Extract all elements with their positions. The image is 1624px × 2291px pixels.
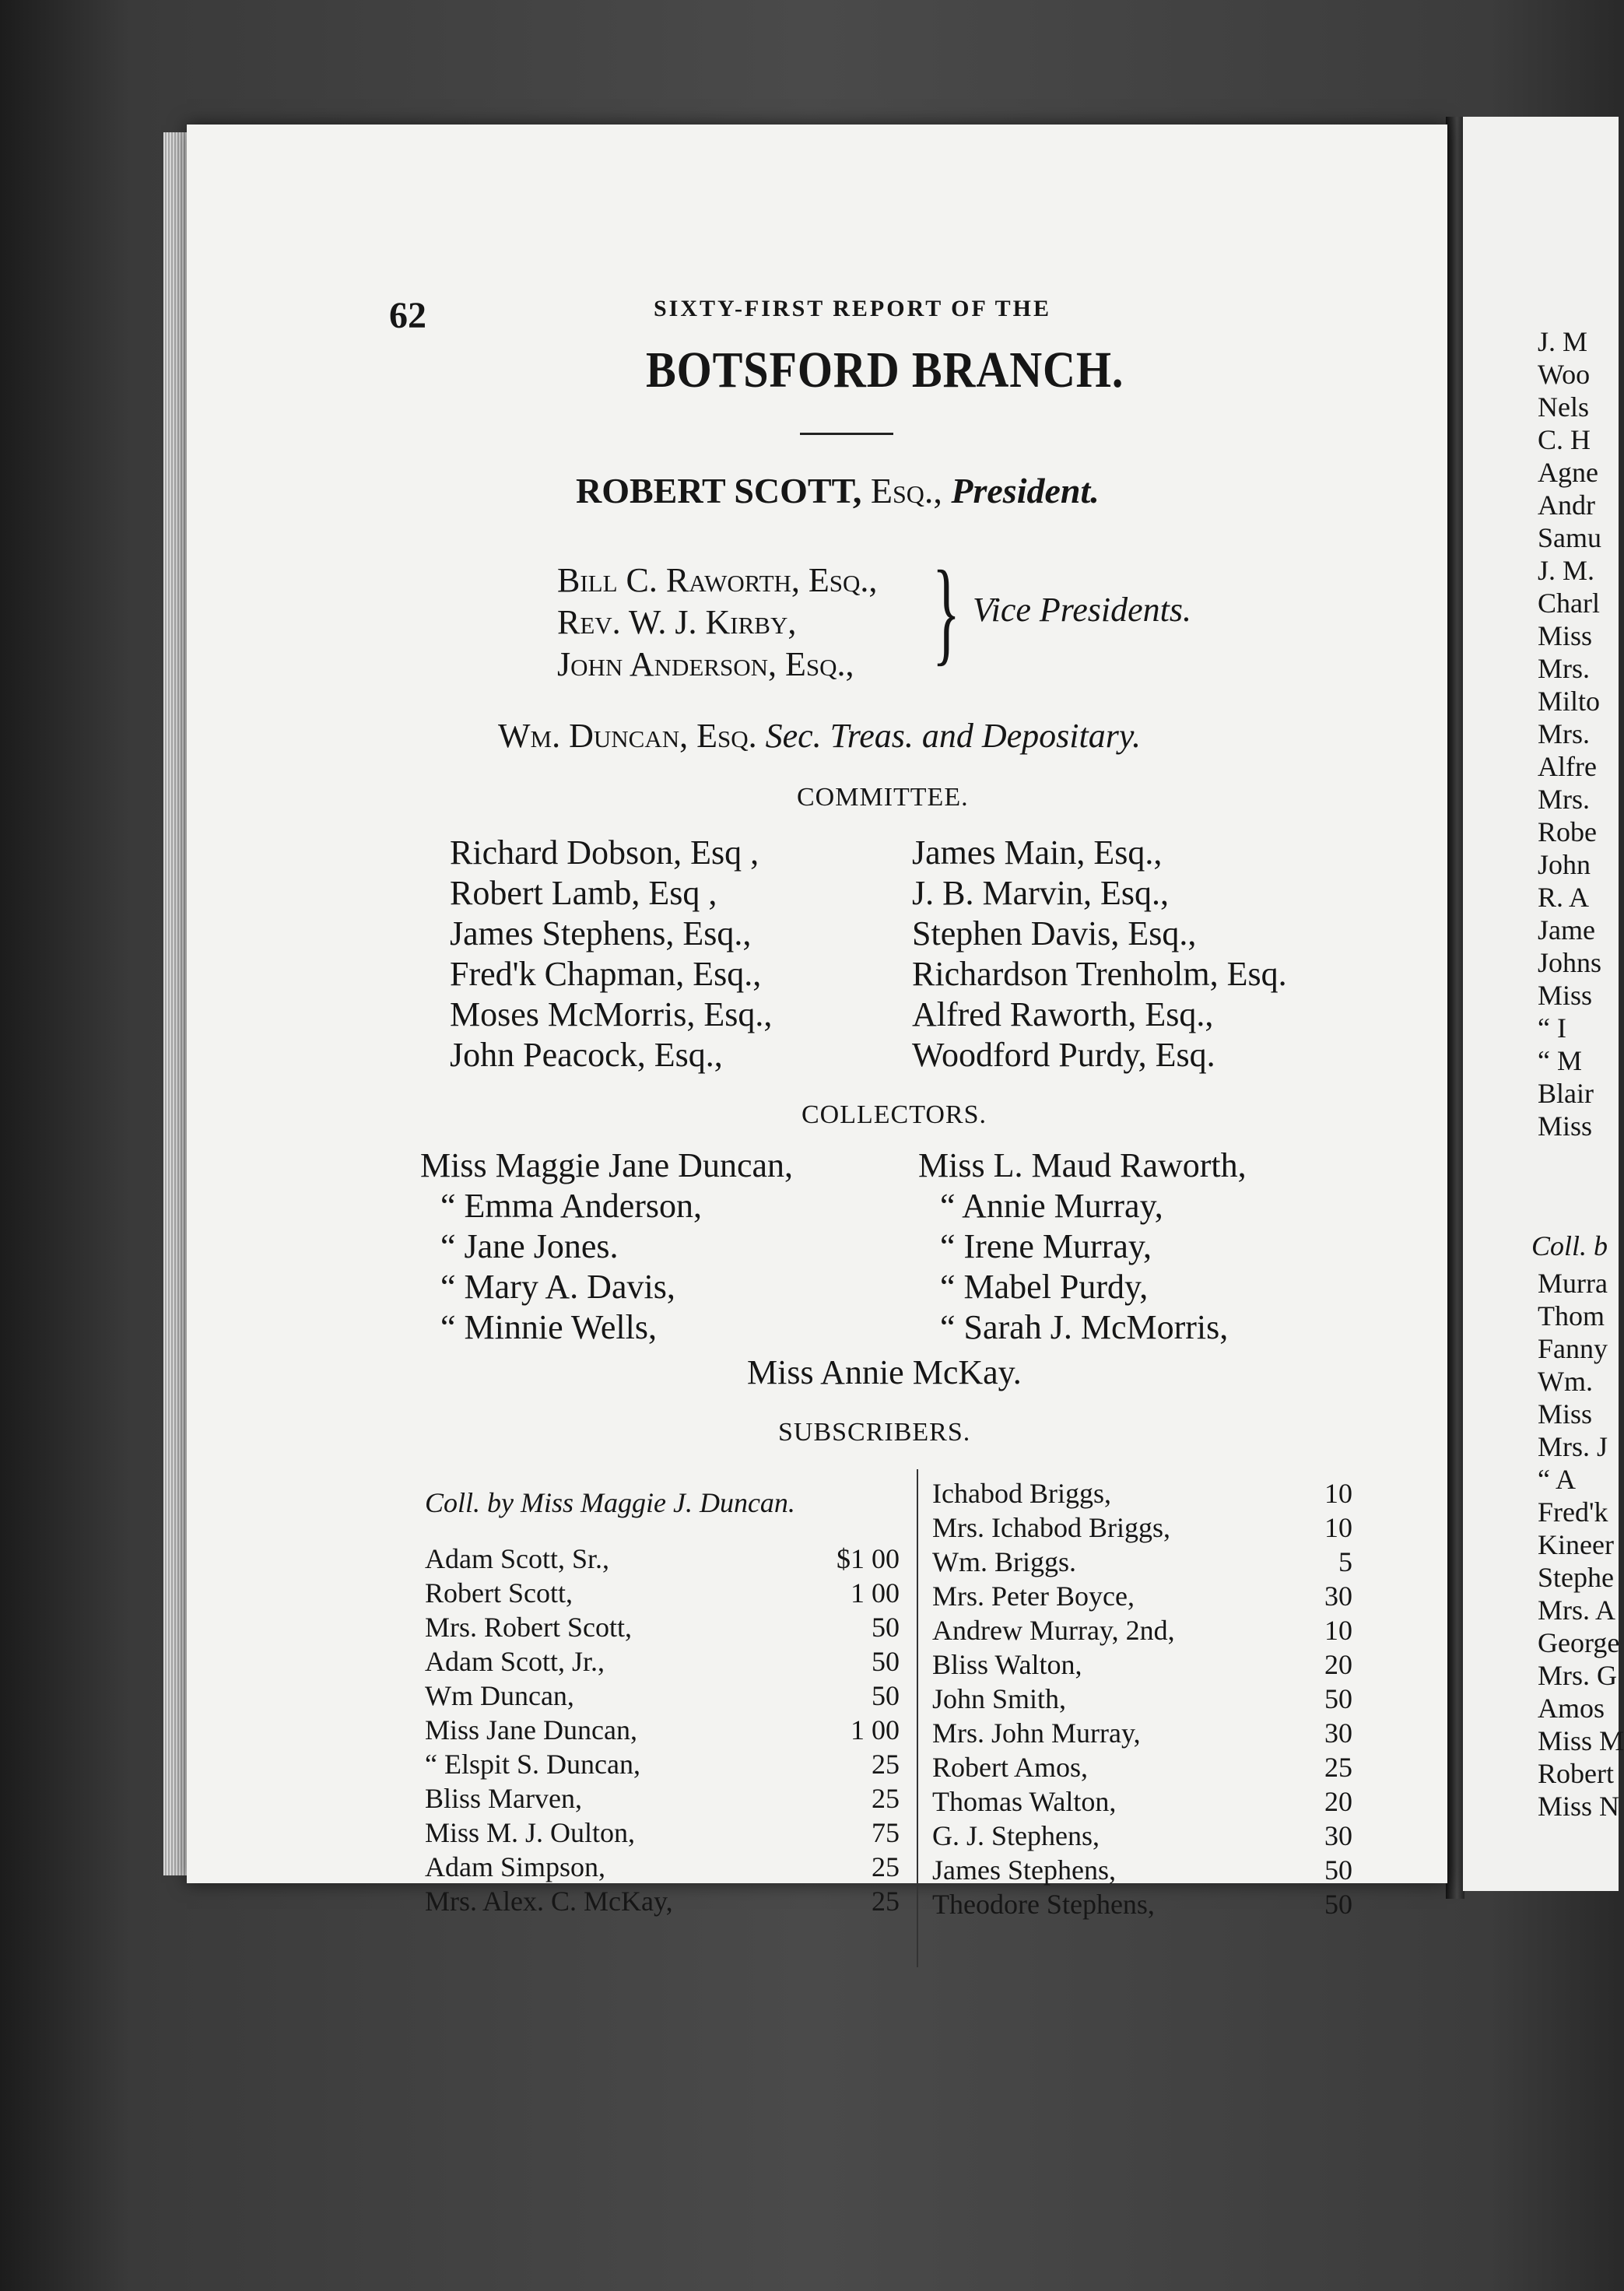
list-item-amount: 50 bbox=[1324, 1683, 1352, 1714]
list-item-amount: 50 bbox=[1324, 1889, 1352, 1920]
committee-left-6: John Peacock, Esq., bbox=[450, 1036, 723, 1074]
right-page-line: Miss bbox=[1538, 620, 1593, 651]
right-page-line: John bbox=[1538, 849, 1591, 880]
committee-right-3: Stephen Davis, Esq., bbox=[912, 914, 1197, 953]
committee-heading: COMMITTEE. bbox=[797, 783, 969, 812]
right-page-coll-label: Coll. b bbox=[1531, 1230, 1608, 1261]
list-item-amount: 10 bbox=[1324, 1512, 1352, 1543]
collectors-heading: COLLECTORS. bbox=[801, 1100, 987, 1129]
right-page-line: Mrs. bbox=[1538, 653, 1591, 684]
list-item: Adam Simpson, bbox=[425, 1851, 606, 1882]
list-item: Mrs. Alex. C. McKay, bbox=[425, 1886, 673, 1917]
right-page-line: Samu bbox=[1538, 522, 1602, 553]
list-item: John Smith, bbox=[932, 1683, 1067, 1714]
list-item: Andrew Murray, 2nd, bbox=[932, 1615, 1175, 1646]
list-item-amount: 25 bbox=[872, 1783, 900, 1814]
list-item: Mrs. Ichabod Briggs, bbox=[932, 1512, 1170, 1543]
right-page-fragment bbox=[1463, 117, 1624, 1891]
list-item: Adam Scott, Jr., bbox=[425, 1646, 605, 1677]
committee-left-2: Robert Lamb, Esq , bbox=[450, 874, 717, 912]
right-page-line: Andr bbox=[1538, 489, 1595, 521]
right-page-line: Woo bbox=[1538, 359, 1591, 390]
collector-right-2: “ Annie Murray, bbox=[940, 1187, 1163, 1225]
right-page-line: Miss bbox=[1538, 1398, 1593, 1430]
committee-right-4: Richardson Trenholm, Esq. bbox=[912, 955, 1287, 993]
right-page-line: Mrs. bbox=[1538, 718, 1591, 749]
collector-right-5: “ Sarah J. McMorris, bbox=[940, 1308, 1229, 1346]
committee-right-1: James Main, Esq., bbox=[912, 833, 1163, 872]
president-honorific: Esq., bbox=[870, 471, 942, 510]
list-item: Wm. Briggs. bbox=[932, 1546, 1076, 1577]
right-page-line: Blair bbox=[1538, 1078, 1594, 1109]
right-page-line: Fanny bbox=[1538, 1333, 1608, 1364]
right-page-line: Nels bbox=[1538, 391, 1589, 423]
president-line bbox=[576, 470, 1100, 511]
committee-right-6: Woodford Purdy, Esq. bbox=[912, 1036, 1215, 1074]
subscriber-column-divider bbox=[917, 1469, 918, 1967]
committee-left-5: Moses McMorris, Esq., bbox=[450, 995, 773, 1033]
collector-left-3: “ Jane Jones. bbox=[440, 1227, 619, 1265]
page-title: BOTSFORD BRANCH. bbox=[646, 342, 1124, 398]
list-item-amount: 75 bbox=[872, 1817, 900, 1848]
list-item: Adam Scott, Sr., bbox=[425, 1543, 610, 1574]
right-page-line: Alfre bbox=[1538, 751, 1597, 782]
right-page-line: George bbox=[1538, 1627, 1620, 1658]
book-gutter bbox=[1446, 117, 1464, 1899]
list-item: “ Elspit S. Duncan, bbox=[425, 1749, 640, 1780]
vice-president-3: John Anderson, Esq., bbox=[557, 645, 854, 683]
right-page-line: Jame bbox=[1538, 914, 1595, 946]
collector-right-3: “ Irene Murray, bbox=[940, 1227, 1152, 1265]
list-item-amount: 1 00 bbox=[851, 1714, 900, 1745]
running-head: SIXTY-FIRST REPORT OF THE bbox=[654, 296, 1052, 321]
right-page-line: J. M. bbox=[1538, 555, 1595, 586]
list-item: Miss M. J. Oulton, bbox=[425, 1817, 636, 1848]
right-page-line: Robert bbox=[1538, 1758, 1614, 1789]
right-page-line: Milto bbox=[1538, 686, 1601, 717]
list-item-amount: 50 bbox=[872, 1646, 900, 1677]
list-item-amount: 10 bbox=[1324, 1478, 1352, 1509]
right-page-line: Miss bbox=[1538, 1110, 1593, 1142]
collector-right-4: “ Mabel Purdy, bbox=[940, 1268, 1149, 1306]
list-item: Mrs. Robert Scott, bbox=[425, 1612, 632, 1643]
subscriber-collector-label: Coll. by Miss Maggie J. Duncan. bbox=[425, 1487, 795, 1518]
collector-left-1: Miss Maggie Jane Duncan, bbox=[420, 1146, 794, 1184]
collector-left-4: “ Mary A. Davis, bbox=[440, 1268, 675, 1306]
list-item-amount: 30 bbox=[1324, 1717, 1352, 1749]
left-page bbox=[187, 125, 1447, 1920]
right-page-line: Stephe bbox=[1538, 1562, 1614, 1593]
right-page-line: Amos bbox=[1538, 1693, 1605, 1724]
list-item: Wm Duncan, bbox=[425, 1680, 574, 1711]
list-item-amount: 20 bbox=[1324, 1786, 1352, 1817]
list-item-amount: 30 bbox=[1324, 1820, 1352, 1851]
secretary-line bbox=[498, 716, 1141, 756]
right-page-line: Miss bbox=[1538, 980, 1593, 1011]
right-page-line: Kineer bbox=[1538, 1529, 1614, 1560]
list-item: Theodore Stephens, bbox=[932, 1889, 1155, 1920]
right-page-line: Murra bbox=[1538, 1268, 1608, 1299]
list-item-amount: 25 bbox=[872, 1851, 900, 1882]
committee-right-2: J. B. Marvin, Esq., bbox=[912, 874, 1169, 912]
list-item-amount: 50 bbox=[872, 1680, 900, 1711]
collector-right-1: Miss L. Maud Raworth, bbox=[918, 1146, 1247, 1184]
right-page-line: Mrs. bbox=[1538, 784, 1591, 815]
list-item-amount: 10 bbox=[1324, 1615, 1352, 1646]
committee-right-5: Alfred Raworth, Esq., bbox=[912, 995, 1214, 1033]
right-page-line: Miss N bbox=[1538, 1791, 1620, 1822]
right-page-line: Mrs. G bbox=[1538, 1660, 1618, 1691]
list-item-amount: 5 bbox=[1338, 1546, 1352, 1577]
secretary-name: Wm. Duncan, Esq. bbox=[498, 717, 757, 755]
right-page-line: C. H bbox=[1538, 424, 1591, 455]
committee-left-3: James Stephens, Esq., bbox=[450, 914, 752, 953]
list-item: Bliss Marven, bbox=[425, 1783, 582, 1814]
list-item: Ichabod Briggs, bbox=[932, 1478, 1111, 1509]
list-item: James Stephens, bbox=[932, 1854, 1116, 1886]
right-page-line: Miss M bbox=[1538, 1725, 1624, 1756]
president-name: ROBERT SCOTT, bbox=[576, 471, 862, 510]
list-item-amount: $1 00 bbox=[837, 1543, 900, 1574]
right-page-line: J. M bbox=[1538, 326, 1588, 357]
list-item: Robert Scott, bbox=[425, 1577, 573, 1609]
list-item: Thomas Walton, bbox=[932, 1786, 1117, 1817]
right-page-line: Robe bbox=[1538, 816, 1597, 847]
vice-president-role: Vice Presidents. bbox=[973, 591, 1192, 629]
right-page-line: Mrs. A bbox=[1538, 1595, 1616, 1626]
right-page-line: “ A bbox=[1538, 1464, 1576, 1495]
list-item: Mrs. Peter Boyce, bbox=[932, 1581, 1135, 1612]
subscribers-heading: SUBSCRIBERS. bbox=[778, 1418, 971, 1447]
list-item: Mrs. John Murray, bbox=[932, 1717, 1141, 1749]
right-page-line: R. A bbox=[1538, 882, 1590, 913]
list-item-amount: 50 bbox=[1324, 1854, 1352, 1886]
list-item-amount: 25 bbox=[1324, 1752, 1352, 1783]
committee-left-1: Richard Dobson, Esq , bbox=[450, 833, 759, 872]
right-page-line: Charl bbox=[1538, 588, 1600, 619]
right-page-line: Wm. bbox=[1538, 1366, 1593, 1397]
list-item-amount: 20 bbox=[1324, 1649, 1352, 1680]
collector-left-5: “ Minnie Wells, bbox=[440, 1308, 657, 1346]
president-role: President. bbox=[951, 471, 1100, 510]
collector-left-2: “ Emma Anderson, bbox=[440, 1187, 703, 1225]
committee-left-4: Fred'k Chapman, Esq., bbox=[450, 955, 762, 993]
right-page-line: Mrs. J bbox=[1538, 1431, 1608, 1462]
right-page-line: Fred'k bbox=[1538, 1496, 1608, 1528]
list-item: Bliss Walton, bbox=[932, 1649, 1082, 1680]
secretary-role: Sec. Treas. and Depositary. bbox=[765, 717, 1141, 755]
vice-president-1: Bill C. Raworth, Esq., bbox=[557, 561, 878, 599]
list-item-amount: 25 bbox=[872, 1886, 900, 1917]
vice-president-brace: } bbox=[932, 547, 960, 676]
vice-president-2: Rev. W. J. Kirby, bbox=[557, 603, 797, 641]
list-item-amount: 50 bbox=[872, 1612, 900, 1643]
right-page-line: Thom bbox=[1538, 1300, 1605, 1331]
list-item: Robert Amos, bbox=[932, 1752, 1089, 1783]
list-item-amount: 30 bbox=[1324, 1581, 1352, 1612]
list-item-amount: 1 00 bbox=[851, 1577, 900, 1609]
right-page-line: “ I bbox=[1538, 1012, 1566, 1044]
list-item: Miss Jane Duncan, bbox=[425, 1714, 637, 1745]
page-number: 62 bbox=[389, 295, 426, 336]
right-page-line: Agne bbox=[1538, 457, 1598, 488]
collector-last: Miss Annie McKay. bbox=[747, 1353, 1022, 1391]
right-page-line: Johns bbox=[1538, 947, 1602, 978]
title-rule bbox=[800, 433, 893, 435]
right-page-line: “ M bbox=[1538, 1045, 1582, 1076]
list-item-amount: 25 bbox=[872, 1749, 900, 1780]
page-edges bbox=[163, 132, 190, 1875]
list-item: G. J. Stephens, bbox=[932, 1820, 1100, 1851]
